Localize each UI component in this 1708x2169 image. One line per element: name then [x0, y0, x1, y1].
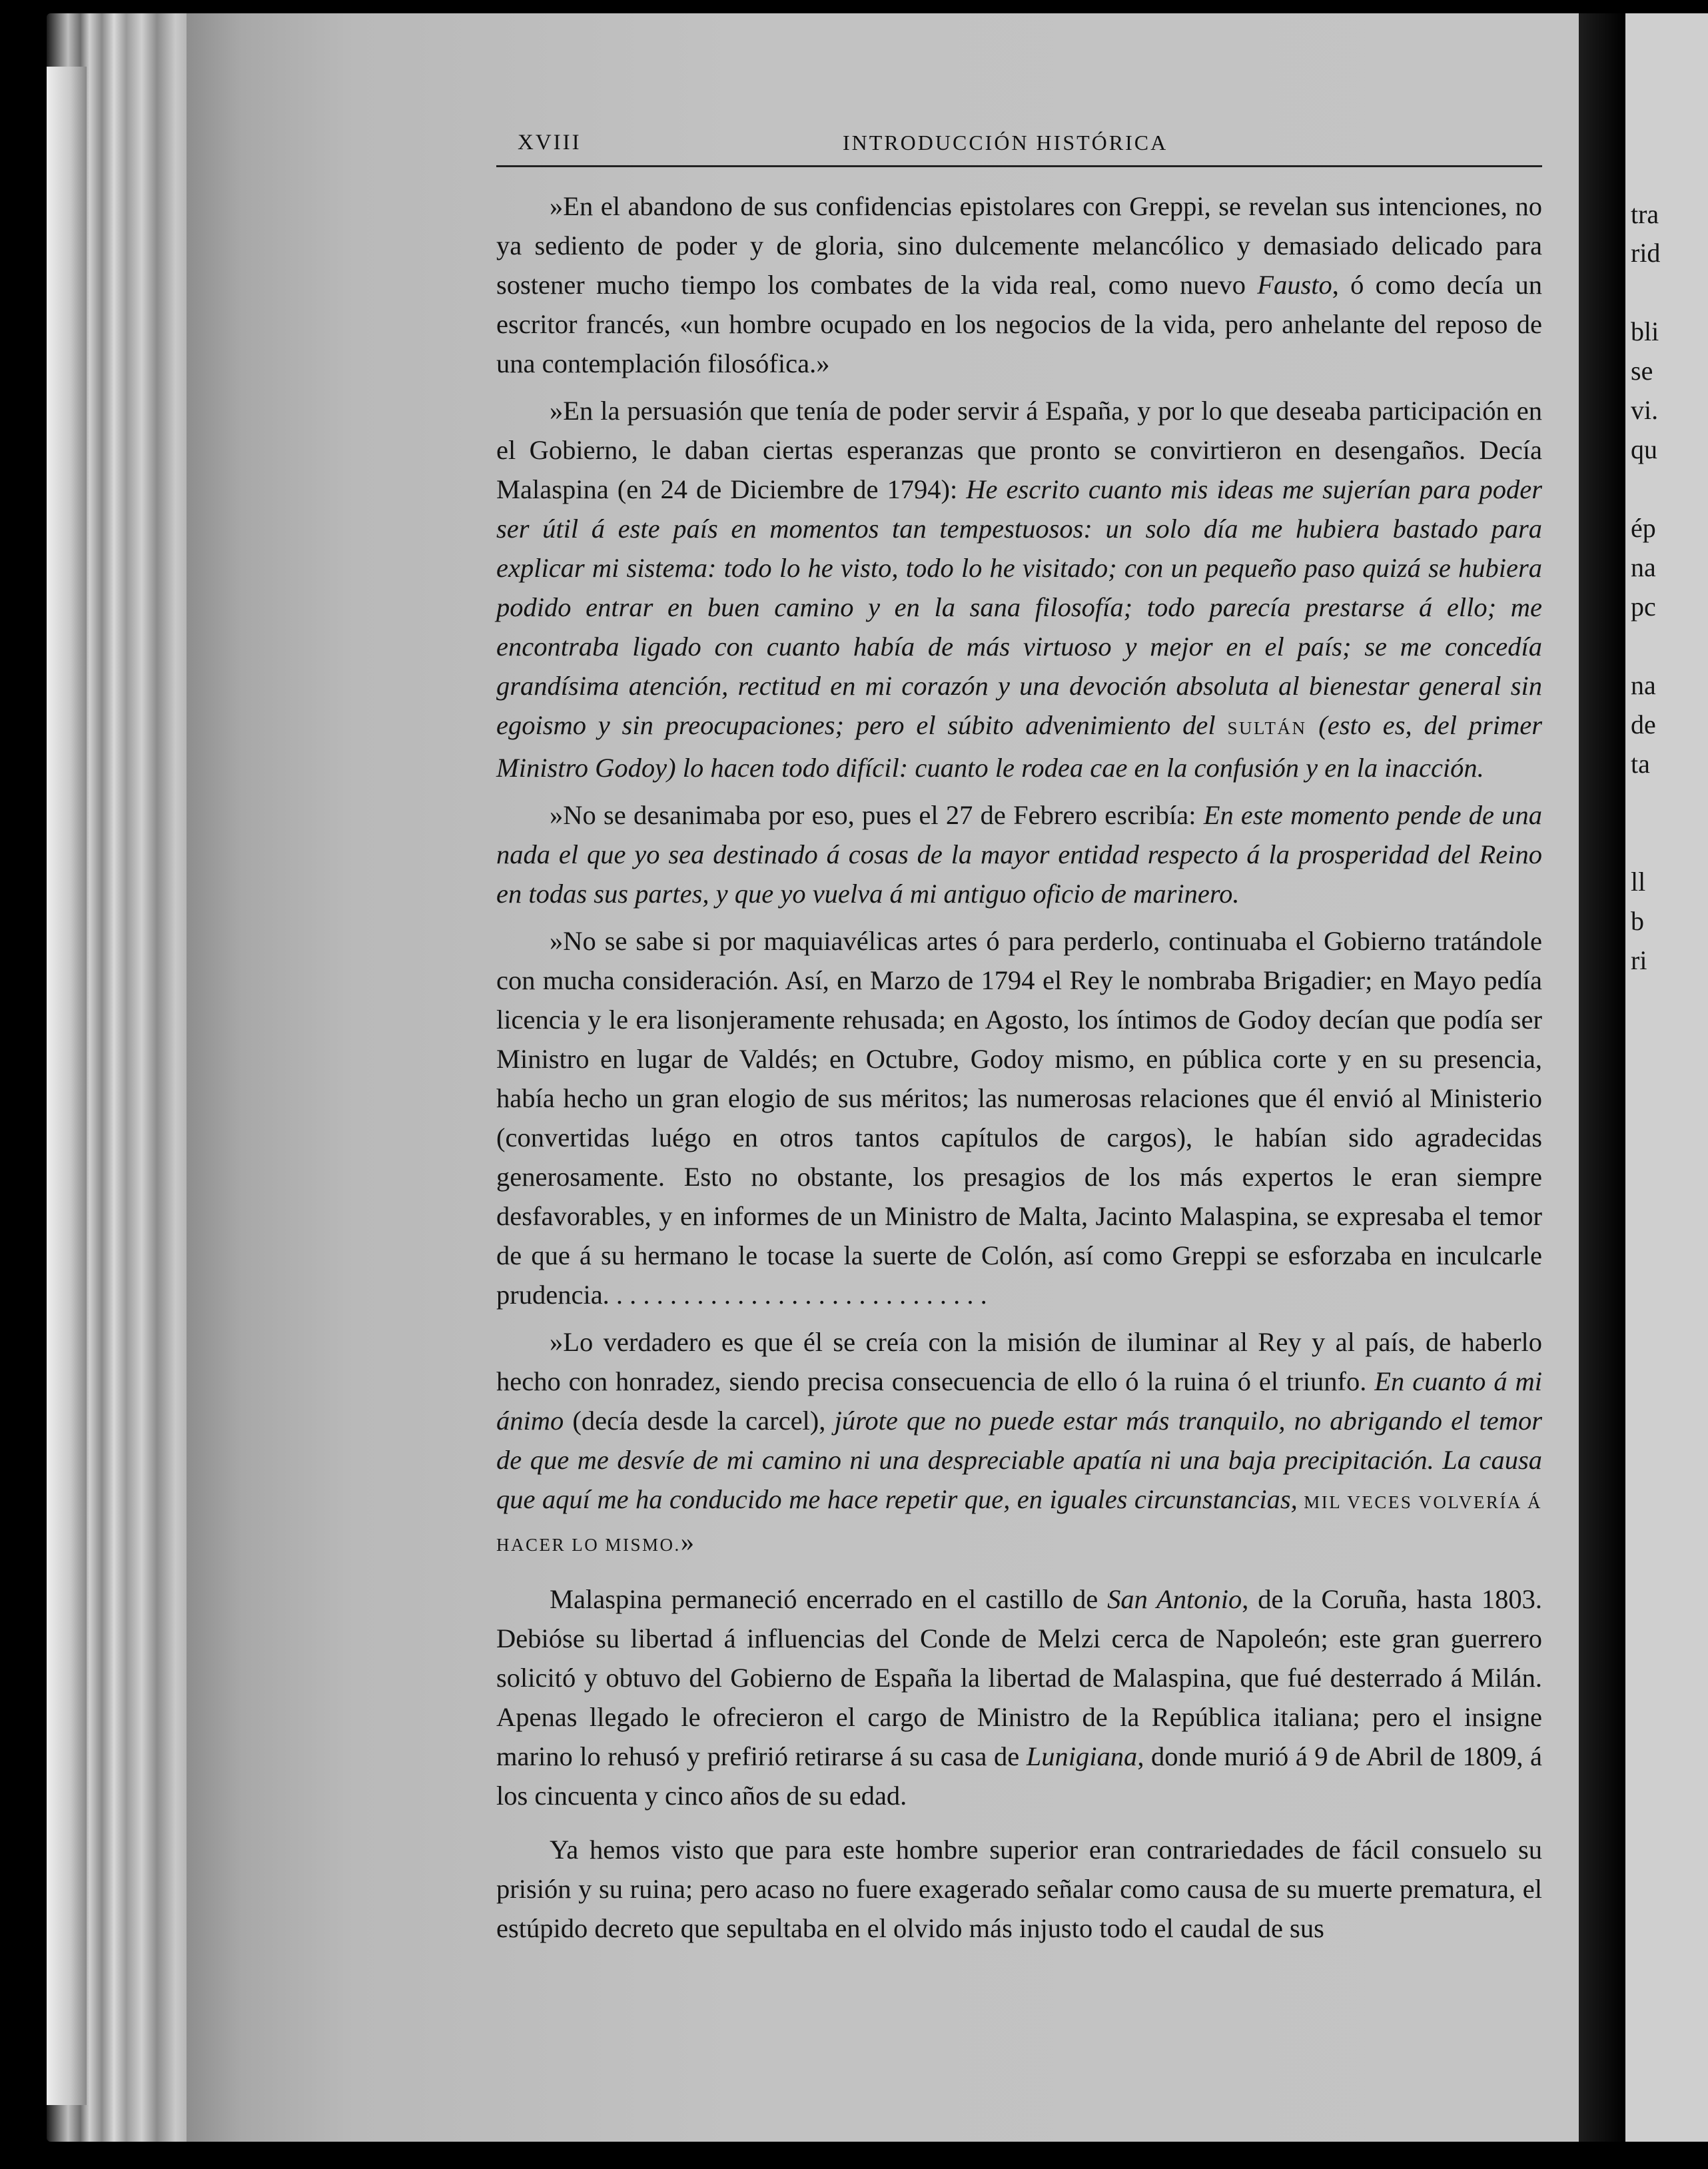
paragraph — [496, 187, 1542, 383]
text-run: »En la persuasión que tenía de poder servir á España, y por lo que deseaba participación en el Gobierno, le daban ciertas esperanzas que pronto se convirtieron en desengaños. Decía Malaspina (en 24 de Diciembre de 1794): — [496, 396, 1542, 504]
italic-text: júrote que no puede estar más tranquilo, no abrigando el temor de que me desvíe de mi camino ni una despreciable apatía ni una baja precipitación. La causa que aquí me ha conducido me hace repetir que, en iguales circunstancias, — [496, 1406, 1542, 1514]
facing-page-text: pc — [1631, 592, 1656, 622]
paragraph — [496, 391, 1542, 787]
text-run: Malaspina permaneció encerrado en el castillo de — [550, 1584, 1108, 1614]
facing-page-fragment — [1625, 13, 1708, 2142]
facing-page-text: tra — [1631, 199, 1659, 229]
italic-text: Fausto — [1257, 270, 1332, 300]
text-run: , de la Coruña, hasta 1803. Debióse su libertad á influencias del Conde de Melzi cerca de Napoleón; este gran guerrero solicitó y obtuvo del Gobierno de España la libertad de Malaspina, que fué desterrado á Milán. Apenas llegado le ofrecieron el cargo de Ministro de la República italiana; pero el insigne marino lo rehusó y prefirió retirarse á su casa de — [496, 1584, 1542, 1771]
body-text — [496, 187, 1542, 1948]
text-run: , donde murió á 9 de Abril de 1809, á los cincuenta y cinco años de su edad. — [496, 1741, 1542, 1811]
facing-page-text: na — [1631, 552, 1656, 582]
paragraph — [496, 1830, 1542, 1948]
facing-page-text: de — [1631, 709, 1656, 739]
text-run: » — [680, 1527, 695, 1557]
text-run: »Lo verdadero es que él se creía con la misión de iluminar al Rey y al país, de haberlo hecho con honradez, siendo precisa consecuencia de ello ó la ruina ó el triunfo. — [496, 1327, 1542, 1396]
facing-page-text: bli — [1631, 316, 1659, 346]
facing-page-text: qu — [1631, 434, 1657, 464]
italic-text: (esto es, del primer Ministro Godoy) lo hacen todo difícil: cuanto le rodea cae en la confusión y en la inacción. — [496, 710, 1542, 783]
facing-page-text: rid — [1631, 238, 1661, 268]
facing-page-text: ép — [1631, 513, 1656, 543]
facing-page-text: se — [1631, 356, 1653, 386]
italic-text: He escrito cuanto mis ideas me sujerían para poder ser útil á este país en momentos tan tempestuosos: un solo día me hubiera bastado para explicar mi sistema: todo lo he visto, todo lo he visitado; con un pequeño paso quizá se hubiera podido entrar en buen camino y en la sana filosofía; todo parecía prestarse á ello; me encontraba ligado con cuanto había de más virtuoso y mejor en el país; se me concedía grandísima atención, rectitud en mi corazón y una devoción absoluta al bienestar general sin egoismo y sin preocupaciones; pero el súbito advenimiento del — [496, 474, 1543, 740]
text-run: »En el abandono de sus confidencias epistolares con Greppi, se revelan sus intenciones, no ya sediento de poder y de gloria, sino dulcemente melancólico y demasiado delicado para sostener mucho tiempo los combates de la vida real, como nuevo — [496, 191, 1542, 300]
book-gutter — [1579, 13, 1625, 2142]
italic-text: Lunigiana — [1026, 1741, 1138, 1771]
paragraph — [496, 1322, 1542, 1565]
facing-page-text: vi. — [1631, 395, 1659, 425]
italic-text: En este momento pende de una nada el que yo sea destinado á cosas de la mayor entidad respecto á la prosperidad del Reino en todas sus partes, y que yo vuelva á mi antiguo oficio de marinero. — [496, 800, 1542, 909]
header-rule — [496, 165, 1542, 167]
page-header — [496, 131, 1542, 171]
text-run: Ya hemos visto que para este hombre superior eran contrariedades de fácil consuelo su prisión y su ruina; pero acaso no fuere exagerado señalar como causa de su muerte prematura, el estúpido decreto que sepultaba en el olvido más injusto todo el caudal de sus — [496, 1835, 1542, 1943]
text-run: »No se sabe si por maquiavélicas artes ó para perderlo, continuaba el Gobierno tratándole con mucha consideración. Así, en Marzo de 1794 el Rey le nombraba Brigadier; en Mayo pedía licencia y le era lisonjeramente rehusada; en Agosto, los íntimos de Godoy decían que podía ser Ministro en lugar de Valdés; en Octubre, Godoy mismo, en pública corte y en su presencia, había hecho un gran elogio de sus méritos; las numerosas relaciones que él envió al Ministerio (convertidas luégo en otros tantos capítulos de cargos), le habían sido agradecidas generosamente. Esto no obstante, los presagios de los más expertos le eran siempre desfavorables, y en informes de un Ministro de Malta, Jacinto Malaspina, se expresaba el temor de que á su hermano le tocase la suerte de Colón, así como Greppi se esforzaba en inculcarle prudencia. . . . . . . . . . . . . . . . . . . . . . . . . . . . . — [496, 926, 1542, 1310]
facing-page-text: ll — [1631, 867, 1646, 897]
book-cover-edge — [47, 67, 87, 2105]
paragraph — [496, 1579, 1542, 1815]
page-number: XVIII — [518, 131, 582, 155]
paragraph — [496, 795, 1542, 913]
facing-page-text: b — [1631, 906, 1644, 936]
running-head: INTRODUCCIÓN HISTÓRICA — [843, 131, 1168, 155]
facing-page-text: ta — [1631, 749, 1650, 779]
italic-text: En cuanto á mi ánimo — [496, 1366, 1543, 1436]
small-caps-text: MIL VECES VOLVERÍA Á HACER LO MISMO. — [496, 1492, 1542, 1555]
small-caps-text: SULTÁN — [1227, 718, 1307, 738]
italic-text: San Antonio — [1107, 1584, 1242, 1614]
text-run: , ó como decía un escritor francés, «un hombre ocupado en los negocios de la vida, pero anhelante del reposo de una contemplación filosófica.» — [496, 270, 1542, 378]
facing-page-text: na — [1631, 670, 1656, 700]
facing-page-text: ri — [1631, 945, 1647, 975]
text-run: »No se desanimaba por eso, pues el 27 de Febrero escribía: — [550, 800, 1204, 830]
text-run: (decía desde la carcel), — [564, 1406, 835, 1436]
paragraph — [496, 921, 1542, 1314]
